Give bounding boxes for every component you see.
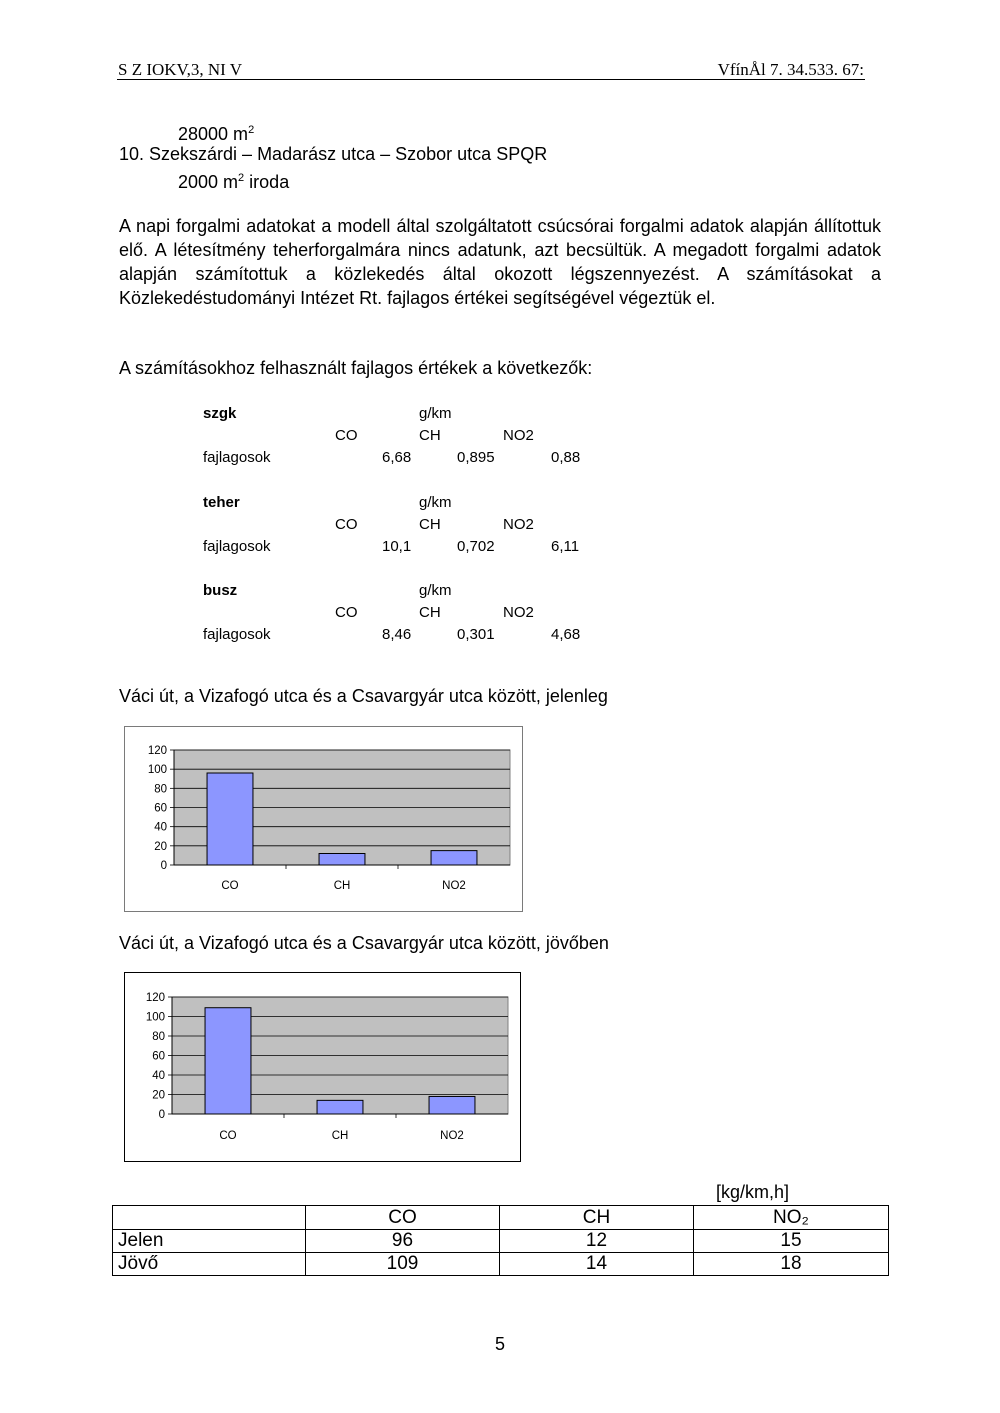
running-header-right: VfínÅl 7. 34.533. 67:: [717, 60, 864, 79]
table-header-row: [113, 1206, 889, 1230]
chart-1: [124, 726, 523, 912]
factor-value-no2: 0,88: [551, 449, 581, 466]
chart-2: [124, 972, 521, 1162]
table-cell: 109: [306, 1253, 500, 1276]
factor-col-co: CO: [335, 604, 358, 621]
x-tick-label: NO2: [442, 880, 466, 892]
area-2-value: 2000 m: [178, 172, 239, 192]
area-2-suffix: iroda: [244, 172, 290, 192]
factor-vehicle: teher: [203, 494, 240, 511]
factor-value-no2: 6,11: [551, 538, 580, 555]
factor-unit: g/km: [419, 582, 452, 599]
bar-co: [205, 1008, 251, 1114]
chart-1-svg: [125, 727, 522, 911]
factor-col-ch: CH: [419, 604, 441, 621]
factor-vehicle: szgk: [203, 405, 237, 422]
factor-unit: g/km: [419, 405, 452, 422]
y-tick-label: 40: [154, 821, 167, 834]
table-cell: 15: [694, 1230, 889, 1253]
factor-col-no2: NO2: [503, 427, 534, 444]
table-cell: Jelen: [113, 1230, 306, 1253]
emission-results-table: [112, 1205, 889, 1276]
header-rule: [117, 79, 865, 80]
page-number: 5: [494, 1334, 505, 1354]
factor-value-ch: 0,301: [457, 626, 495, 643]
factor-value-co: 8,46: [382, 626, 412, 643]
bar-co: [207, 773, 253, 865]
bar-ch: [319, 854, 365, 866]
factor-col-no2: NO2: [503, 604, 534, 621]
factor-row-label: fajlagosok: [203, 626, 271, 643]
area-1-value: 28000 m: [178, 124, 249, 144]
x-tick-label: CO: [221, 880, 239, 892]
factor-row-label: fajlagosok: [203, 449, 271, 466]
bar-no2: [431, 851, 477, 865]
factor-col-ch: CH: [419, 427, 441, 444]
bar-ch: [317, 1100, 363, 1114]
y-tick-label: 120: [145, 992, 165, 1004]
y-tick-label: 0: [158, 1109, 165, 1121]
chart-2-caption: Váci út, a Vizafogó utca és a Csavargyár utca között, jövőben: [119, 933, 609, 953]
x-tick-label: CH: [333, 880, 351, 892]
y-tick-label: 60: [152, 1050, 165, 1063]
factor-row-label: fajlagosok: [203, 538, 271, 555]
x-tick-label: NO2: [440, 1130, 464, 1142]
table-unit: [kg/km,h]: [716, 1182, 790, 1202]
factor-vehicle: busz: [203, 582, 238, 599]
table-cell: 18: [694, 1253, 889, 1276]
table-cell: 96: [306, 1230, 500, 1253]
area-2-sup: 2: [238, 172, 245, 184]
factor-value-no2: 4,68: [551, 626, 581, 643]
y-tick-label: 100: [145, 1011, 165, 1024]
factor-value-co: 10,1: [382, 538, 412, 555]
x-tick-label: CO: [219, 1130, 237, 1142]
table-header-cell: NO₂: [694, 1206, 889, 1230]
table-cell: 14: [500, 1253, 694, 1276]
table-header-cell: [113, 1206, 306, 1230]
table-header-cell: CO: [306, 1206, 500, 1230]
chart-2-svg: [125, 973, 520, 1161]
running-header-left: S Z IOKV,3, NI V: [118, 60, 243, 79]
paragraph-methodology: A napi forgalmi adatokat a modell által szolgáltatott csúcsórai forgalmi adatok alapján állítottuk elő. A létesítmény teherforgalmára nincs adatunk, azt becsültük. A megadott forgalmi adatok alapján számítottuk a közlekedés által okozott légszennyezést. A számításokat a Közlekedéstudományi Intézet Rt. fajlagos értékei segítségével végeztük el.: [119, 216, 881, 308]
y-tick-label: 0: [160, 860, 167, 872]
table-cell: Jövő: [113, 1253, 306, 1276]
paragraph-factors-intro: A számításokhoz felhasznált fajlagos értékek a következők:: [119, 358, 593, 378]
factor-col-no2: NO2: [503, 516, 534, 533]
y-tick-label: 80: [154, 783, 167, 796]
item-10: 10. Szekszárdi – Madarász utca – Szobor utca SPQR: [119, 144, 548, 164]
factor-value-co: 6,68: [382, 449, 412, 466]
y-tick-label: 20: [154, 840, 167, 853]
table-row: [113, 1253, 889, 1276]
table-row: [113, 1230, 889, 1253]
area-1-sup: 2: [248, 124, 255, 136]
factor-col-co: CO: [335, 516, 358, 533]
y-tick-label: 100: [147, 764, 167, 777]
y-tick-label: 60: [154, 802, 167, 815]
factor-col-ch: CH: [419, 516, 441, 533]
factor-value-ch: 0,895: [457, 449, 495, 466]
y-tick-label: 120: [147, 745, 167, 757]
factor-unit: g/km: [419, 494, 452, 511]
x-tick-label: CH: [331, 1130, 349, 1142]
chart-1-caption: Váci út, a Vizafogó utca és a Csavargyár utca között, jelenleg: [119, 686, 608, 706]
y-tick-label: 20: [152, 1089, 165, 1102]
y-tick-label: 40: [152, 1070, 165, 1082]
y-tick-label: 80: [152, 1031, 165, 1043]
table-header-cell: CH: [500, 1206, 694, 1230]
factor-value-ch: 0,702: [457, 538, 495, 555]
table-cell: 12: [500, 1230, 694, 1253]
area-line-2: [178, 166, 289, 194]
factor-col-co: CO: [335, 427, 358, 444]
bar-no2: [429, 1096, 475, 1114]
